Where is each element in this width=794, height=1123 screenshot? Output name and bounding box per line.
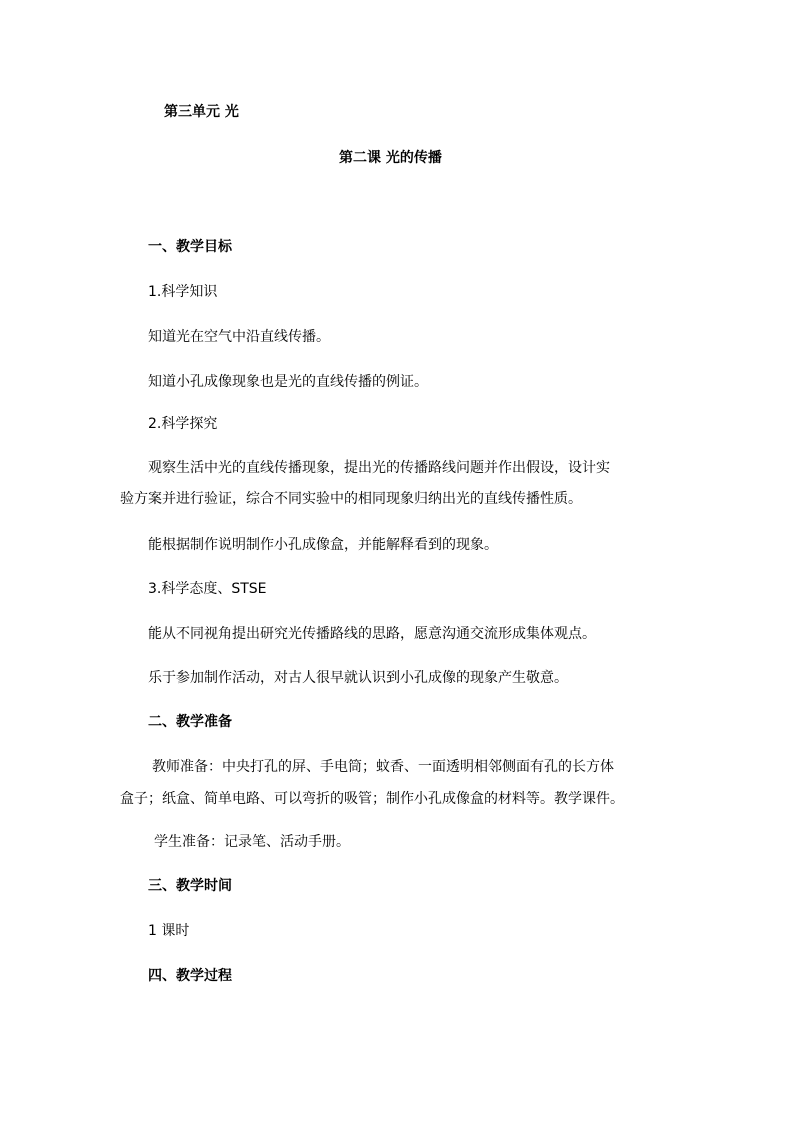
- paragraph: 乐于参加制作活动，对古人很早就认识到小孔成像的现象产生敬意。: [148, 670, 568, 686]
- paragraph-continuation: 验方案并进行验证，综合不同实验中的相同现象归纳出光的直线传播性质。: [120, 491, 582, 507]
- paragraph: 1 课时: [148, 923, 190, 939]
- subheading-science-inquiry: 2.科学探究: [148, 416, 218, 432]
- section-heading-teaching-process: 四、教学过程: [148, 968, 232, 984]
- subheading-science-attitude: 3.科学态度、STSE: [148, 581, 267, 597]
- paragraph: 知道光在空气中沿直线传播。: [148, 329, 330, 345]
- section-heading-teaching-time: 三、教学时间: [148, 878, 232, 894]
- paragraph: 能从不同视角提出研究光传播路线的思路，愿意沟通交流形成集体观点。: [148, 626, 596, 642]
- paragraph: 知道小孔成像现象也是光的直线传播的例证。: [148, 374, 428, 390]
- section-heading-teaching-preparation: 二、教学准备: [148, 714, 232, 730]
- unit-title: 第三单元 光: [164, 104, 239, 120]
- paragraph: 学生准备：记录笔、活动手册。: [154, 834, 350, 850]
- paragraph: 教师准备：中央打孔的屏、手电筒；蚊香、一面透明相邻侧面有孔的长方体: [152, 759, 614, 775]
- paragraph: 观察生活中光的直线传播现象，提出光的传播路线问题并作出假设，设计实: [148, 460, 610, 476]
- paragraph-continuation: 盒子；纸盒、简单电路、可以弯折的吸管；制作小孔成像盒的材料等。教学课件。: [120, 791, 624, 807]
- subheading-science-knowledge: 1.科学知识: [148, 284, 218, 300]
- lesson-title: 第二课 光的传播: [339, 150, 442, 166]
- paragraph: 能根据制作说明制作小孔成像盒，并能解释看到的现象。: [148, 537, 498, 553]
- section-heading-teaching-goals: 一、教学目标: [148, 239, 232, 255]
